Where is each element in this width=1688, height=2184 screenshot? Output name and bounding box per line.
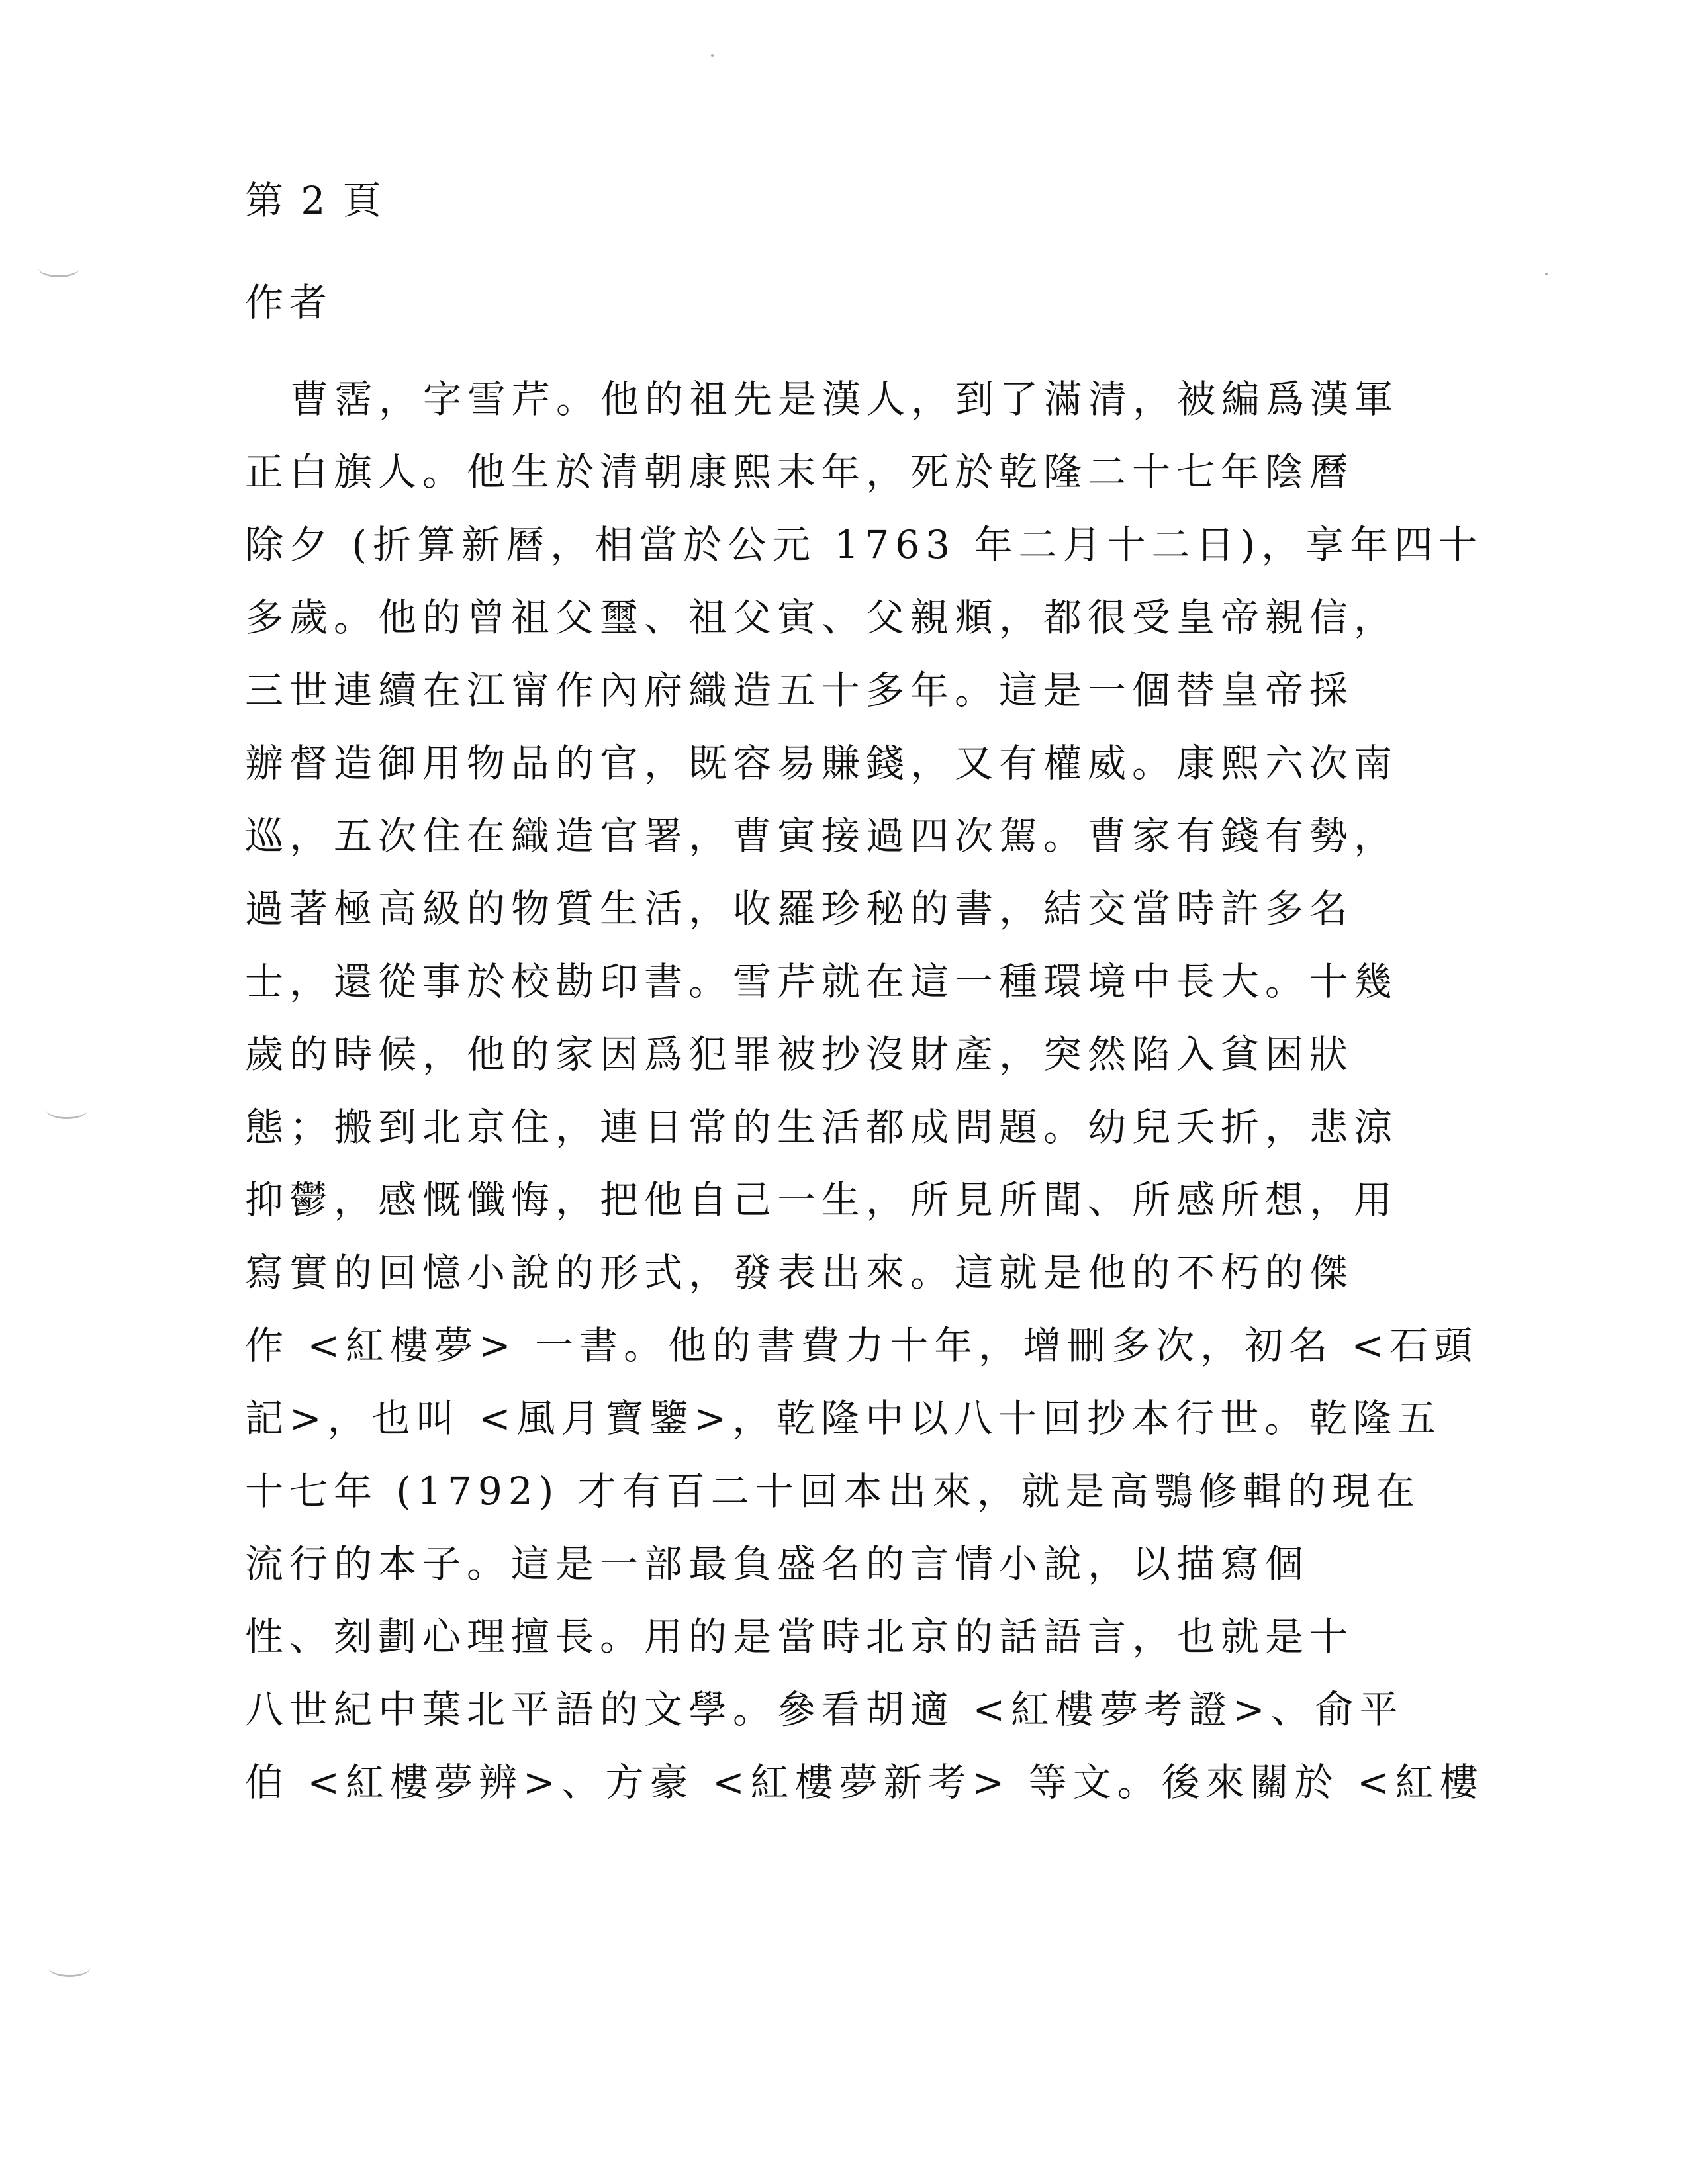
- scan-speck: [711, 54, 714, 57]
- text-line: 性、刻劃心理擅長。用的是當時北京的話語言，也就是十: [245, 1614, 1354, 1659]
- text-line: 八世紀中葉北平語的文學。參看胡適 <紅樓夢考證>、俞平: [245, 1687, 1404, 1732]
- scan-speck: [1545, 273, 1548, 275]
- scan-artifact: [38, 259, 79, 277]
- text-line: 歲的時候，他的家因爲犯罪被抄沒財產，突然陷入貧困狀: [245, 1032, 1354, 1077]
- text-line: 多歲。他的曾祖父璽、祖父寅、父親頫，都很受皇帝親信，: [245, 595, 1399, 640]
- text-line: 三世連續在江甯作內府織造五十多年。這是一個替皇帝採: [245, 668, 1354, 713]
- text-line: 曹霑，字雪芹。他的祖先是漢人，到了滿清，被編爲漢軍: [290, 377, 1399, 422]
- section-title: 作者: [245, 280, 333, 325]
- text-line: 巡，五次住在織造官署，曹寅接過四次駕。曹家有錢有勢，: [245, 813, 1399, 858]
- text-line: 除夕 (折算新曆，相當於公元 1763 年二月十二日)，享年四十: [245, 522, 1483, 567]
- text-line: 正白旗人。他生於清朝康熙末年，死於乾隆二十七年陰曆: [245, 449, 1354, 494]
- body-text: [245, 363, 1484, 1819]
- text-line: 作 <紅樓夢> 一書。他的書費力十年，增刪多次，初名 <石頭: [245, 1323, 1479, 1368]
- text-line: 態；搬到北京住，連日常的生活都成問題。幼兒夭折，悲涼: [245, 1105, 1399, 1150]
- text-line: 記>，也叫 <風月寶鑒>，乾隆中以八十回抄本行世。乾隆五: [245, 1396, 1442, 1441]
- text-line: 抑鬱，感慨懺悔，把他自己一生，所見所聞、所感所想，用: [245, 1177, 1399, 1222]
- page-number: 第 2 頁: [245, 178, 384, 223]
- text-line: 伯 <紅樓夢辨>、方豪 <紅樓夢新考> 等文。後來關於 <紅樓: [245, 1760, 1484, 1805]
- text-line: 辦督造御用物品的官，既容易賺錢，又有權威。康熙六次南: [245, 741, 1399, 786]
- scan-artifact: [49, 1959, 90, 1977]
- text-line: 寫實的回憶小說的形式，發表出來。這就是他的不朽的傑: [245, 1250, 1354, 1295]
- text-line: 士，還從事於校勘印書。雪芹就在這一種環境中長大。十幾: [245, 959, 1399, 1004]
- text-line: 過著極高級的物質生活，收羅珍秘的書，結交當時許多名: [245, 886, 1354, 931]
- scan-artifact: [46, 1101, 87, 1119]
- text-line: 流行的本子。這是一部最負盛名的言情小說，以描寫個: [245, 1541, 1310, 1586]
- text-line: 十七年 (1792) 才有百二十回本出來，就是高鶚修輯的現在: [245, 1469, 1421, 1514]
